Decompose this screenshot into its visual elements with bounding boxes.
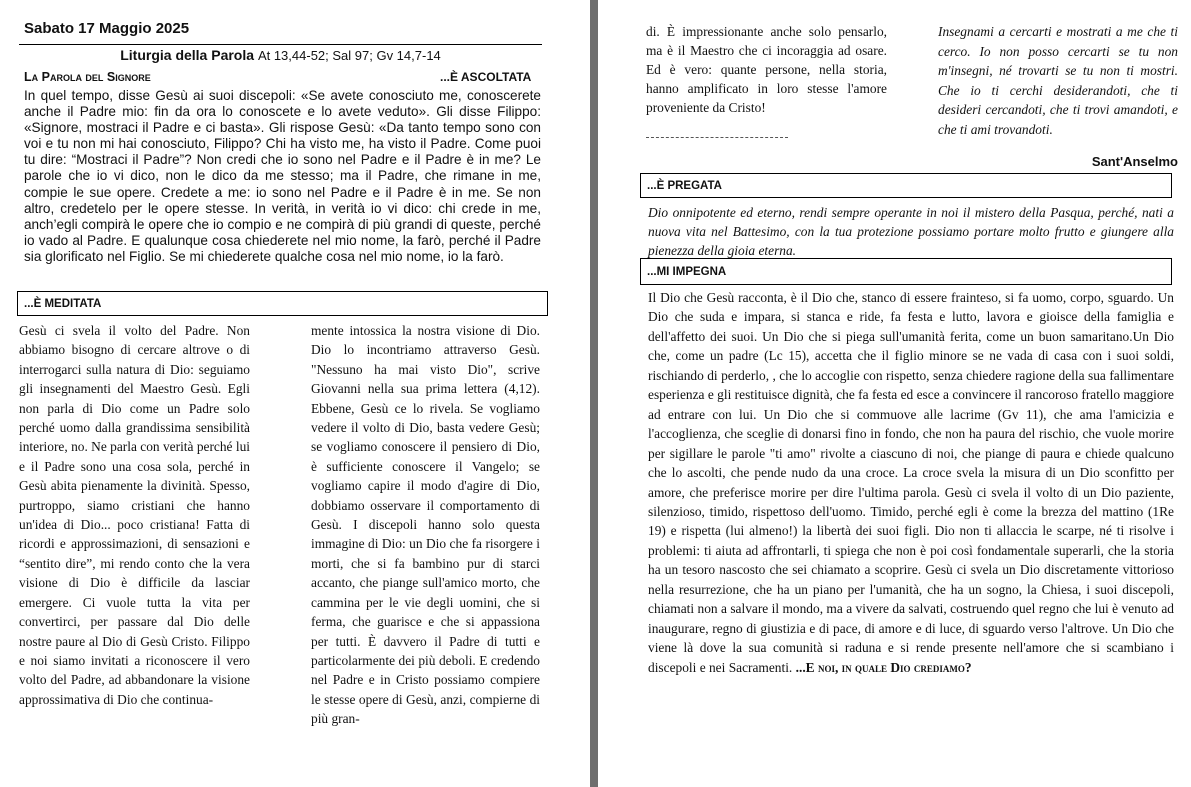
committed-section-header: [640, 258, 1172, 285]
meditated-section-label: ...È MEDITATA: [24, 298, 102, 310]
meditation-column-2: mente intossica la nostra visione di Dio. Dio lo incontriamo attraverso Gesù. "Nessuno ha mai visto Dio", scrive Giovanni nella sua prima lettera (4,12). Ebbene, Gesù ce lo rivela. Se vogliamo vedere il volto di Dio, basta vedere Gesù; se vogliamo conoscere il pensiero di Dio, è sufficiente conoscere il Vangelo; se vogliamo capire il modo d'agire di Dio, dobbiamo osservare il comportamento di Gesù. I discepoli hanno solo questa immagine di Dio: un Dio che fa risorgere i morti, che si fa bambino pur di starci accanto, che piange sull'amico morto, che cammina per le vie degli uomini, che si ferma, che guarisce e che si appassiona per tutti. È davvero il Padre di tutti e particolarmente dei più deboli. E credendo nel Padre e in Cristo possiamo compiere le stesse opere di Gesù, anzi, compierne di più gran-: [311, 323, 540, 727]
liturgy-heading: [19, 47, 542, 63]
page-gutter: [590, 0, 598, 787]
word-section-label: La Parola del Signore: [24, 70, 151, 84]
page-date: Sabato 17 Maggio 2025: [24, 20, 190, 37]
header-divider: [19, 44, 542, 45]
left-page: [0, 0, 590, 787]
right-page: [598, 0, 1191, 787]
commitment-body: Il Dio che Gesù racconta, è il Dio che, stanco di essere frainteso, si fa uomo, corpo, sguardo. Un Dio che suda e impara, si stanca e ride, fa festa e lutto, lavora e gioisce della famiglia e dell'affetto dei suoi. Un Dio che si piega sull'umanità ferita, come un buon samaritano.Un Dio che, come un padre (Lc 15), accetta che il figlio minore se ne vada di casa con i suoi soldi, rischiando di perderlo, , che lo accoglie con rispetto, senza chiedere ragione della sua fallimentare esperienza e gli restituisce dignità, che fa festa ed esce a convincere il rancoroso fratello maggiore ad entrare con lui. Un Dio che si commuove alle lacrime (Gv 11), che ama l'amicizia e l'accoglienza, che sceglie di donarsi fino in fondo, che non ha paura del rischio, che vuole morire per sigillare le parole "ti amo" rivolte a ciascuno di noi, che piange di paura e chiede qualcuno che lo ascolti, che pende nudo da una croce. La croce svela la misura di un Dio sconfitto per amore, che preferisce morire per dire l'ultima parola. Gesù ci svela il volto di un Dio paziente, silenzioso, timido, rispettoso dell'uomo. Timido, perché egli è come la brezza del mattino (1Re 19) e rispetta (lui almeno!) la libertà dei suoi figli. Dio non ti allaccia le scarpe, né ti risolve i problemi: ti aiuta ad affrontarli, ti spiega che non è poi così fondamentale superarli, che la storia ha un tesoro nascosto che sei chiamato a scoprire. Gesù ci svela un Dio discretamente vittorioso nella resurrezione, che ha un piano per l'umanità, che ha un sogno, la Chiesa, i suoi discepoli, chiamati non a salvare il mondo, ma a vivere da salvati, costruendo quel regno che lui è venuto ad inaugurare, regno di giustizia e di pace, di amore e di luce, di sguardo verso l'altrove. Un Dio che viene là dove la sua comunità si raduna e si rende presente nell'amore che si scambiano i discepoli e nei Sacramenti.: [648, 290, 1174, 675]
prayed-section-label: ...È PREGATA: [647, 180, 722, 192]
quote-author: Sant'Anselmo: [1091, 154, 1178, 169]
commitment-text: [648, 288, 1174, 677]
meditation-end-rule: [646, 137, 788, 138]
heard-section-label: ...È ASCOLTATA: [440, 70, 532, 84]
collect-prayer: Dio onnipotente ed eterno, rendi sempre operante in noi il mistero della Pasqua, perché, nati a nuova vita nel Battesimo, con la tua protezione possiamo portare molto frutto e giungere alla pienezza della gioia eterna.: [648, 205, 1174, 258]
prayed-section-header: [640, 173, 1172, 198]
liturgy-title: Liturgia della Parola: [120, 47, 255, 63]
liturgy-readings: At 13,44-52; Sal 97; Gv 14,7-14: [257, 48, 441, 63]
prayer-quote: Insegnami a cercarti e mostrati a me che ti cerco. Io non posso cercarti se tu non m'insegni, né trovarti se tu non ti mostri. Che io ti cerchi desiderandoti, che ti desideri cercandoti, che ti trovi amandoti, e che ti ami trovandoti.: [938, 24, 1178, 137]
gospel-text: In quel tempo, disse Gesù ai suoi discepoli: «Se avete conosciuto me, conoscerete anche il Padre mio: fin da ora lo conoscete e lo avete veduto». Gli disse Filippo: «Signore, mostraci il Padre e ci basta». Gli rispose Gesù: «Da tanto tempo sono con voi e tu non mi hai conosciuto, Filippo? Chi ha visto me, ha visto il Padre. Come puoi tu dire: “Mostraci il Padre”? Non credi che io sono nel Padre e il Padre è in me? Le parole che io vi dico, non le dico da me stesso; ma il Padre, che rimane in me, compie le sue opere. Credete a me: io sono nel Padre e il Padre è in me. Se non altro, credetelo per le opere stesse. In verità, in verità io vi dico: chi crede in me, anch’egli compirà le opere che io compio e ne compirà di più grandi di queste, perché io vado al Padre. E qualunque cosa chiederete nel mio nome, la farò, perché il Padre sia glorificato nel Figlio. Se mi chiederete qualche cosa nel mio nome, io la farò.: [24, 88, 541, 264]
meditation-column-3: di. È impressionante anche solo pensarlo, ma è il Maestro che ci incoraggia ad osare. Ed è vero: quante persone, nella storia, hanno amplificato in loro stesse l'amore proveniente da Cristo!: [646, 24, 887, 115]
closing-question: ...E noi, in quale Dio crediamo?: [795, 659, 972, 675]
committed-section-label: ...MI IMPEGNA: [647, 266, 727, 278]
meditated-section-header: [17, 291, 548, 316]
meditation-column-1: Gesù ci svela il volto del Padre. Non abbiamo bisogno di cercare altrove o di interrogarci sulla natura di Dio: seguiamo gli insegnamenti del Maestro Gesù. Egli non parla di Dio come un Padre solo perché uomo dalla grandissima sensibilità interiore, no. Ne parla con verità perché lui e il Padre sono una cosa sola, perché in Gesù abita pienamente la divinità. Spesso, purtroppo, siamo cristiani che hanno un'idea di Dio... poco cristiana! Fatta di ricordi e approssimazioni, di sensazioni e “sentito dire”, mi rendo conto che la vera visione di Dio è difficile da lasciar emergere. Ci vuole tutta la vita per convertirci, per passare dal Dio delle nostre paure al Dio di Gesù Cristo. Filippo e noi siamo invitati a riconoscere il vero volto del Padre, ad abbandonare la visione approssimativa di Dio che continua-: [19, 323, 250, 707]
